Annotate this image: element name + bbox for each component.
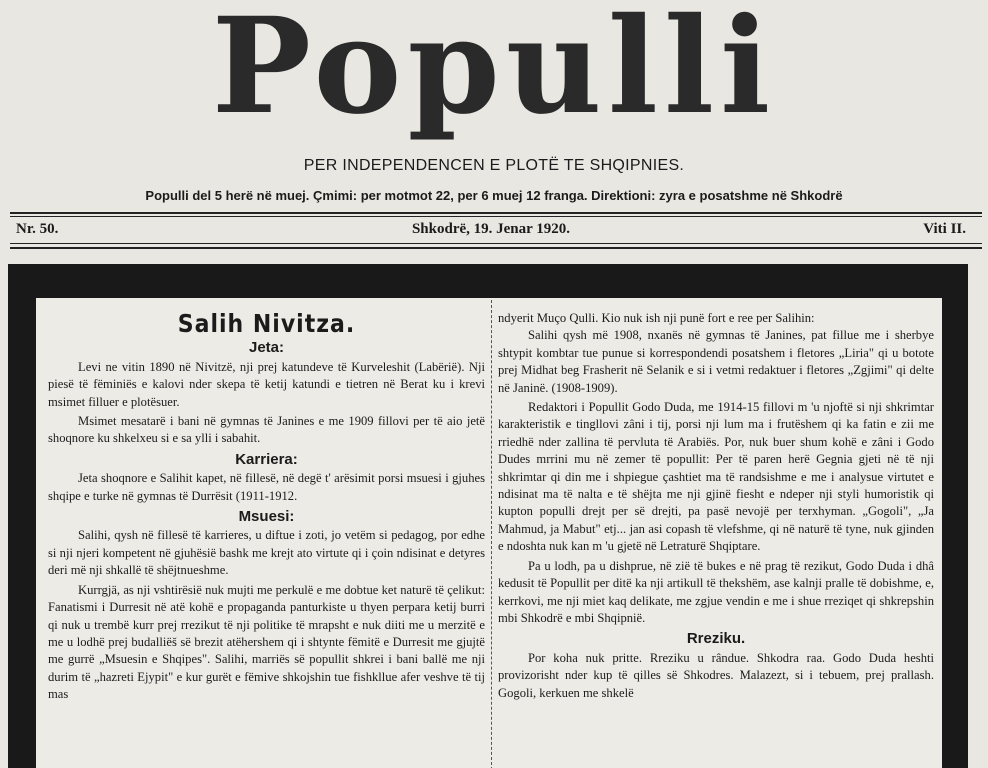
section-heading: Jeta: [248, 339, 285, 357]
article-paragraph: Msimet mesatarë i bani në gymnas të Janines e me 1909 fillovi per të aio jetë shoqnore ku shkelxeu si e sa ylli i sabahit. [48, 414, 485, 446]
header-rule [10, 212, 982, 214]
article-paragraph: Levi ne vitin 1890 në Nivitzë, nji prej katundeve të Kurveleshit (Labërië). Nji piesë të fëminiës e kalovi nder skepa të ketij katundi e tietren në Berat ku i krevi msimet filluer e plotësuer. [48, 359, 485, 409]
header-rule [10, 247, 982, 249]
issue-date: Shkodrë, 19. Jenar 1920. [411, 221, 571, 237]
section-heading: Karriera: [235, 450, 298, 468]
article-left-column [48, 304, 485, 768]
article-paragraph: Salihi qysh më 1908, nxanës në gymnas të Janines, pat fillue me i sherbye shtypit kombtar tue punue si korrespondendi posatshem i fletores „Liria" qi u botote prej Midhat beg Frasherit në Selanik e si i vetmi redaktuer i fletores „Zgjimi" qi delte në Janinë. (1908-1909). [498, 328, 934, 395]
header-rule [10, 216, 982, 217]
article-paragraph: Por koha nuk pritte. Rreziku u rândue. Shkodra raa. Godo Duda heshti provizorisht nder kup të qilles së Shkodres. Malazezt, si i tebuem, prej prallash. Gogoli, kerkuen me shkelë [498, 650, 934, 700]
masthead-title: Populli [211, 0, 777, 144]
article-paragraph: Pa u lodh, pa u dishprue, në zië të bukes e në prag të rezikut, Godo Duda i dhâ kedusit të Popullit per ditë ka nji artikull të thekshëm, ase kalnji pralle të dobishme, e, kerrkovi, me nji miet kaq delikate, me zgjue vendin e me i shue rreziqet qi shkrepshin mbi Shkodrë e mbi Shqipnië. [498, 558, 934, 625]
article-paragraph: Kurrgjä, as nji vshtirësië nuk mujti me perkulë e me dobtue ket naturë të çelikut: Fanatismi i Durresit në atë kohë e propaganda panturkiste u thyen perpara ketij burri qi nuk u trembë kurr prej rrezikut të nji politike të mrapsht e nuk diiti me u merzitë e me u lodhë prej budalliëš së brezit atëhershem qi i shtynte fëmitë e Durresit me gjujtë me gurrë „Msuesin e Shqipes". Salihi, marriës së popullit shkrei i bani ballë me nji durim të „hazreti Ejypit" e kur gurët e fëmive shkojshin tue fishkllue afer veshve të tij mas [48, 582, 485, 702]
header-rule [10, 243, 982, 244]
issue-year: Viti II. [923, 221, 966, 237]
article-title: Salih Nivitza. [177, 310, 356, 339]
section-heading: Msuesi: [238, 508, 295, 526]
article-paragraph: Salihi, qysh në fillesë të karrieres, u diftue i zoti, jo vetëm si pedagog, por edhe si nji njeri kompetent në gjuhësië bashk me krejt ato virtute qi i çoin ndisinat e detyres deri më nji shkallë të shëjtnueshme. [48, 528, 485, 578]
publication-info: Populli del 5 herë në muej. Çmimi: per motmot 22, per 6 muej 12 franga. Direktioni: zyra e posatshme në Shkodrë [145, 188, 843, 203]
issue-number: Nr. 50. [16, 221, 59, 237]
article-paragraph: Redaktori i Popullit Godo Duda, me 1914-15 fillovi m 'u njoftë si nji shkrimtar karakteristik e tingllovi zâni i tij, porsi nji lum ma i frutëshem qi ka fatin e zii me rriedhë nder zallina të pervluta të Arabiës. Por, nuk buer shum kohë e zâni i Godo Dudes mrrini mu në zemer të popullit: Per të paren herë Gegnia gjeti në të nji shkrimtar qi din me i shpiegue çashtiet ma të randsishme e me i analysue virtutet e ndisinat ma të nalta e të shëjta me nji gjinë fiesht e ndeper nji styli humoristik qi kupton populli drejt per së drejti, pa pasë nevojë per terxhyman. „Gogoli", „Ja Mahmud, ja Mabut" etj... jan asi copash të vlefshme, qi në naturë të tyne, nuk gjinden e ndoshta nuk kan m 'u gjetë në Letraturë Shqiptare. [498, 400, 934, 554]
issue-row [16, 219, 966, 241]
tagline: PER INDEPENDENCEN E PLOTË TE SHQIPNIES. [303, 157, 685, 174]
column-divider [491, 300, 492, 768]
carried-text: ndyerit Muço Qulli. Kio nuk ish nji punë fort e ree per Salihin: [498, 311, 815, 325]
article-right-column [498, 310, 934, 768]
article-paragraph: Jeta shoqnore e Salihit kapet, në fillesë, në degë t' arësimit porsi msuesi i gjuhes shqipe e turke në gymnas të Durrësit (1911-1912. [48, 471, 485, 503]
section-heading: Rreziku. [686, 630, 746, 648]
